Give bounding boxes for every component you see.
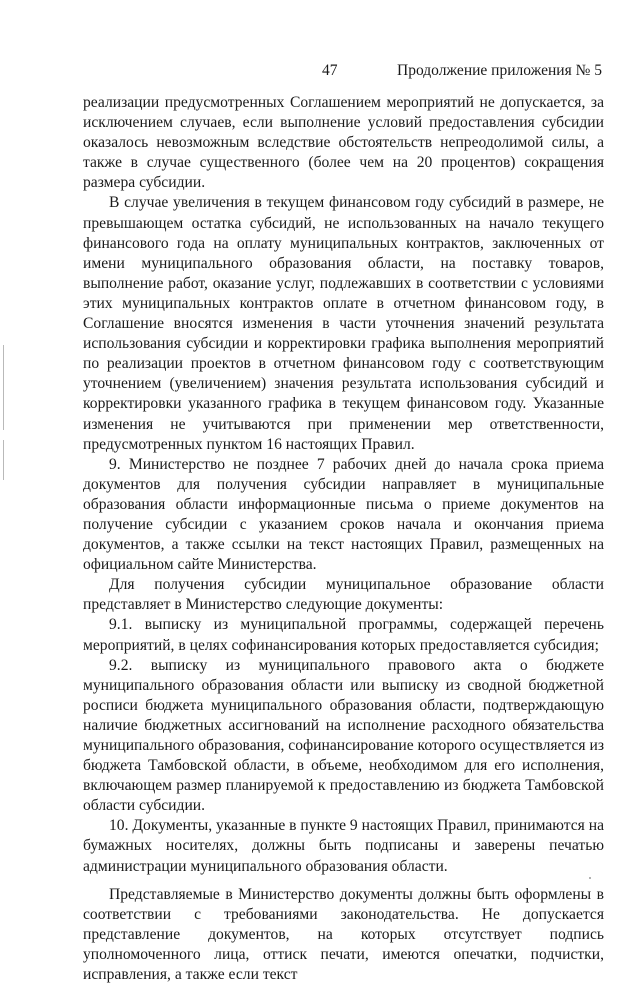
paragraph: реализации предусмотренных Соглашением мероприятий не допускается, за исключением случаев, если выполнение условий предоставления субсидии оказалось невозможным вследствие обстоятельств непреодолимой силы, а также в случае существенного (более чем на 20 процентов) сокращения размера субсидии. — [83, 94, 604, 192]
scan-margin-mark — [3, 440, 4, 480]
paragraph: Представляемые в Министерство документы должны быть оформлены в соответствии с требованиями законодательства. Не допускается представление документов, на которых отсутствует подпись уполномоченного лица, оттиск печати, имеются опечатки, подчистки, исправления, а также если текст — [83, 885, 604, 984]
paragraph-item-10: 10. Документы, указанные в пункте 9 настоящих Правил, принимаются на бумажных носителях, должны быть подписаны и заверены печатью администрации муниципального образования области. — [83, 817, 604, 875]
paragraph-item-9-1: 9.1. выписку из муниципальной программы, содержащей перечень мероприятий, в целях софинансирования которых предоставляется субсидия; — [83, 616, 604, 654]
scan-margin-mark — [3, 345, 4, 430]
paragraph-item-9: 9. Министерство не позднее 7 рабочих дней до начала срока приема документов для получения субсидии направляет в муниципальные образования области информационные письма о приеме документов на получение субсидии с указанием сроков начала и окончания приема документов, а также ссылки на текст настоящих Правил, размещенных на официальном сайте Министерства. — [83, 455, 604, 574]
document-body — [83, 93, 604, 985]
paragraph: В случае увеличения в текущем финансовом году субсидий в размере, не превышающем остатка субсидий, не использованных на начало текущего финансового года на оплату муниципальных контрактов, заключенных от имени муниципального образования области, на поставку товаров, выполнение работ, оказание услуг, подлежавших в соответствии с условиями этих муниципальных контрактов оплате в отчетном финансовом году, в Соглашение вносятся изменения в части уточнения значений результата использования субсидии и корректировки графика выполнения мероприятий по реализации проектов в отчетном финансовом году с соответствующим уточнением (увеличением) значения результата использования субсидий и корректировки указанного графика в текущем финансовом году. Указанные изменения не учитываются при применении мер ответственности, предусмотренных пунктом 16 настоящих Правил. — [83, 194, 604, 453]
paragraph-item-9-2: 9.2. выписку из муниципального правового акта о бюджете муниципального образования области или выписку из сводной бюджетной росписи бюджета муниципального образования области, подтверждающую наличие бюджетных ассигнований на исполнение расходного обязательства муниципального образования, софинансирование которого осуществляется из бюджета Тамбовской области, в объеме, необходимом для его исполнения, включающем размер планируемой к предоставлению из бюджета Тамбовской области субсидии. — [83, 656, 604, 815]
appendix-continuation-label: Продолжение приложения № 5 — [397, 62, 602, 79]
page-header — [0, 62, 640, 82]
paragraph: Для получения субсидии муниципальное образование области представляет в Министерство следующие документы: — [83, 576, 604, 614]
page-number: 47 — [322, 62, 338, 79]
